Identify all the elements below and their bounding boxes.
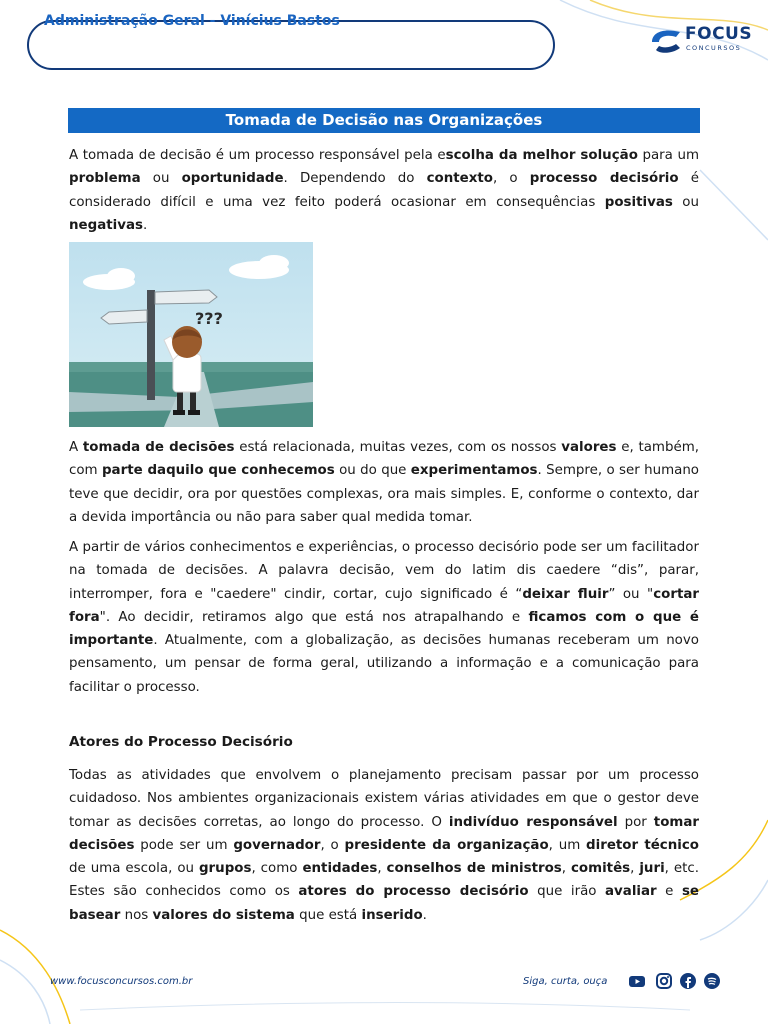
decision-illustration [69,242,313,427]
youtube-icon[interactable] [628,972,646,990]
paragraph-etymology: A partir de vários conhecimentos e experiências, o processo decisório pode ser um facilitador na tomada de decisões. A palavra decisão, vem do latim dis caedere “dis”, parar, interromper, fora e "caedere" cindir, cortar, cujo significado é “deixar fluir” ou "cortar fora". Ao decidir, retiramos algo que está nos atrapalhando e ficamos com o que é importante. Atualmente, com a globalização, as decisões humanas receberam um novo pensamento, um pensar de forma geral, utilizando a informação e a comunicação para facilitar o processo. [69,540,699,695]
logo-subtitle: CONCURSOS [686,44,742,52]
subheading-actors: Atores do Processo Decisório [69,734,293,750]
paragraph-values: A tomada de decisões está relacionada, muitas vezes, com os nossos valores e, também, com parte daquilo que conhecemos ou do que experimentamos. Sempre, o ser humano teve que decidir, ora por questões complexas, ora mais simples. E, conforme o contexto, dar a devida importância ou não para saber qual medida tomar. [69,440,700,525]
footer-website-link[interactable]: www.focusconcursos.com.br [50,976,193,987]
footer-follow-text: Siga, curta, ouça [523,976,608,987]
paragraph-intro: A tomada de decisão é um processo responsável pela escolha da melhor solução para um problema ou oportunidade. Dependendo do contexto, o processo decisório é considerado difícil e uma vez feito poderá ocasionar em consequências positivas ou negativas. [69,148,699,233]
facebook-icon[interactable] [679,972,697,990]
question-marks: ??? [195,309,223,328]
podcast-icon[interactable] [703,972,721,990]
paragraph-actors: Todas as atividades que envolvem o planejamento precisam passar por um processo cuidadoso. Nos ambientes organizacionais existem várias atividades em que o gestor deve tomar as decisões corretas, ao longo do processo. O indivíduo responsável por tomar decisões pode ser um governador, o presidente da organização, um diretor técnico de uma escola, ou grupos, como entidades, conselhos de ministros, comitês, juri, etc. Estes são conhecidos como os atores do processo decisório que irão avaliar e se basear nos valores do sistema que está inserido. [69,768,699,923]
logo-wordmark: FOCUS [685,24,753,44]
section-title: Tomada de Decisão nas Organizações [68,108,700,133]
instagram-icon[interactable] [655,972,673,990]
header-title: Administração Geral - Vinícius Bastos [44,13,340,29]
